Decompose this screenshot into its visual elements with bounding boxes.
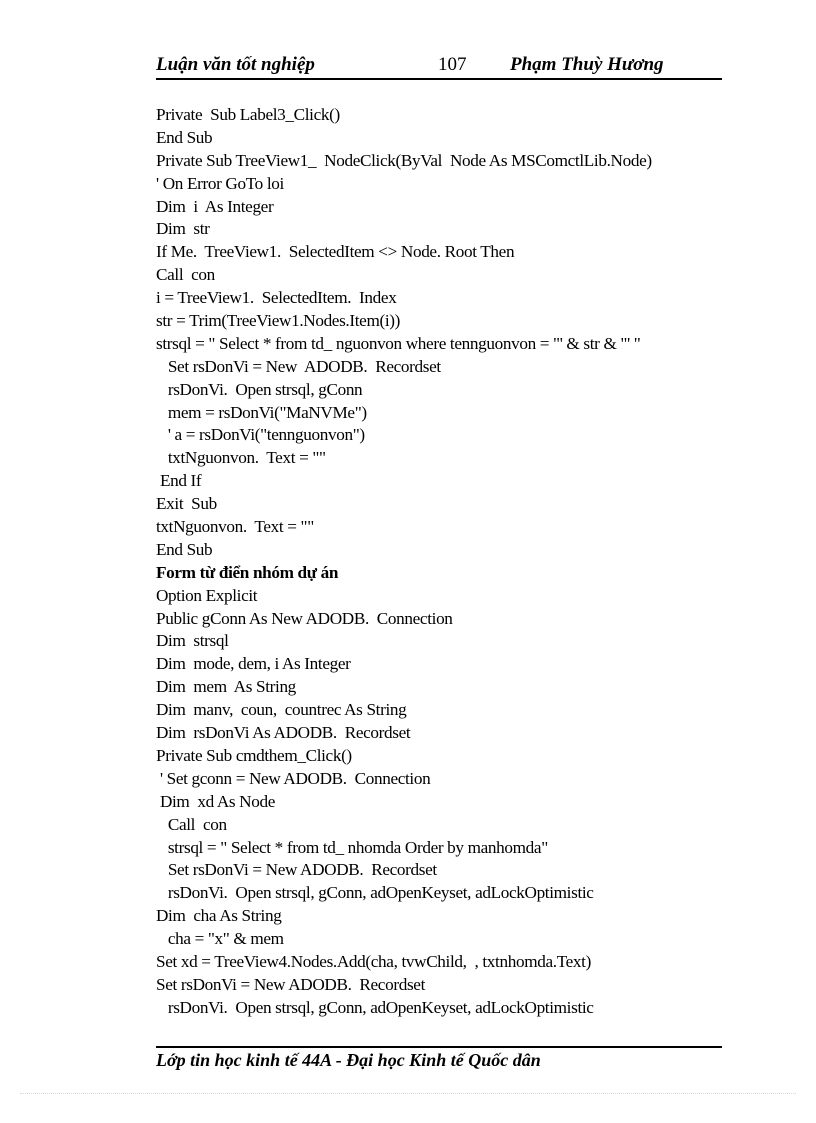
code-line: strsql = " Select * from td_ nhomda Order by manhomda" <box>156 837 548 857</box>
code-line: ' a = rsDonVi("tennguonvon") <box>156 425 365 445</box>
page-edge-divider <box>20 1093 796 1094</box>
header-thesis-title: Luận văn tốt nghiệp <box>156 54 315 75</box>
code-line: Private Sub Label3_Click() <box>156 105 340 124</box>
code-line: End Sub <box>156 127 213 147</box>
code-line: Dim mode, dem, i As Integer <box>156 654 351 674</box>
code-line: Dim rsDonVi As ADODB. Recordset <box>156 723 411 743</box>
code-line: i = TreeView1. SelectedItem. Index <box>156 288 397 308</box>
code-line: Private Sub cmdthem_Click() <box>156 745 352 765</box>
code-line: Dim cha As String <box>156 906 282 926</box>
code-line: Set rsDonVi = New ADODB. Recordset <box>156 974 425 994</box>
code-line: txtNguonvon. Text = "" <box>156 517 314 537</box>
code-line: Option Explicit <box>156 585 258 605</box>
code-line: cha = "x" & mem <box>156 929 284 949</box>
code-line: Set rsDonVi = New ADODB. Recordset <box>156 356 441 376</box>
code-line: ' Set gconn = New ADODB. Connection <box>156 768 431 788</box>
code-line: strsql = " Select * from td_ nguonvon where tennguonvon = "' & str & "' " <box>156 333 641 353</box>
code-line: ' On Error GoTo loi <box>156 173 284 193</box>
code-line: End If <box>156 471 202 491</box>
code-line: Public gConn As New ADODB. Connection <box>156 608 453 628</box>
code-line: Call con <box>156 814 227 834</box>
code-line: Dim xd As Node <box>156 791 276 811</box>
page-number: 107 <box>438 54 467 75</box>
code-line: Dim mem As String <box>156 677 296 697</box>
code-line: Dim str <box>156 219 210 239</box>
code-line: Set xd = TreeView4.Nodes.Add(cha, tvwChild, , txtnhomda.Text) <box>156 951 591 971</box>
page-footer: Lớp tin học kinh tế 44A - Đại học Kinh tế Quốc dân <box>156 1050 541 1070</box>
code-line: rsDonVi. Open strsql, gConn <box>156 379 363 399</box>
code-line: Dim strsql <box>156 631 229 651</box>
code-line: Call con <box>156 265 215 285</box>
code-line: txtNguonvon. Text = "" <box>156 448 326 468</box>
code-line: Exit Sub <box>156 494 217 514</box>
code-line: rsDonVi. Open strsql, gConn, adOpenKeyset, adLockOptimistic <box>156 997 594 1017</box>
code-line: Private Sub TreeView1_ NodeClick(ByVal Node As MSComctlLib.Node) <box>156 150 652 170</box>
footer-divider <box>156 1046 722 1048</box>
code-line: End Sub <box>156 539 213 559</box>
page-header <box>156 50 722 80</box>
code-line: Set rsDonVi = New ADODB. Recordset <box>156 860 437 880</box>
header-author: Phạm Thuỳ Hương <box>510 54 664 75</box>
code-listing <box>156 104 756 1020</box>
code-line: rsDonVi. Open strsql, gConn, adOpenKeyset, adLockOptimistic <box>156 883 594 903</box>
code-line: Dim i As Integer <box>156 196 274 216</box>
code-line: mem = rsDonVi("MaNVMe") <box>156 402 367 422</box>
code-line: Dim manv, coun, countrec As String <box>156 700 407 720</box>
code-line: str = Trim(TreeView1.Nodes.Item(i)) <box>156 311 401 331</box>
code-line: If Me. TreeView1. SelectedItem <> Node. Root Then <box>156 242 515 262</box>
section-heading: Form từ điển nhóm dự án <box>156 562 339 582</box>
